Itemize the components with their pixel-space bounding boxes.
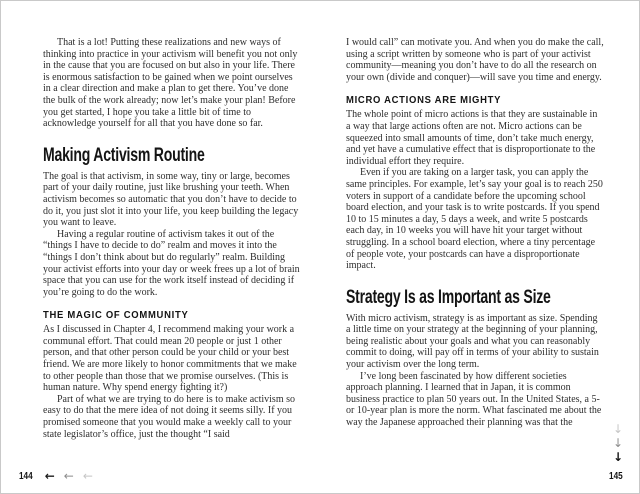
section-heading-strategy-important-as-size: Strategy Is as Important as Size	[346, 286, 551, 308]
subheading-micro-actions-are-mighty: MICRO ACTIONS ARE MIGHTY	[346, 94, 502, 107]
paragraph-community-1: As I discussed in Chapter 4, I recommend making your work a communal effort. That could mean 20 people or just 1 other person, and that other person could be your child or your best friend. We are more likely to honor commitments that we make to other people than those that we promise ourselves. (This is human nature. Why spend energy fighting it?)	[43, 324, 297, 394]
paragraph-strategy-2: I’ve long been fascinated by how different societies approach planning. I learned that in Japan, it is common business practice to plan 50 years out. In the United States, a 5- or 10-year plan is more the norm. What fascinated me about the way the Japanese approached their planning was that the	[346, 370, 602, 429]
paragraph-intro: That is a lot! Putting these realizations and new ways of thinking into practice in your activism will benefit you not only in the cause that you are focused on but also in your life. There is enormous satisfaction to be gained when we point ourselves in a clear direction and make a plan to get there. You’ve done the bulk of the work already; now let’s make your plan! Before you get started, I hope you take a little bit of time to acknowledge yourself for all that you have done so far.	[43, 37, 298, 130]
scroll-down-arrow-icon-light[interactable]: ↓	[612, 422, 623, 436]
subheading-magic-of-community: THE MAGIC OF COMMUNITY	[43, 309, 189, 322]
page-number-right: 145	[609, 471, 623, 482]
paragraph-strategy-1: With micro activism, strategy is as important as size. Spending a little time on your strategy at the beginning of your planning, being realistic about your goals and what you can reasonably commit to doing, will pay off in terms of your ability to sustain your activism over the long term.	[346, 312, 599, 371]
book-page-left	[43, 37, 301, 461]
paragraph-micro-2: Even if you are taking on a larger task, you can apply the same principles. For example, let’s say your goal is to reach 250 voters in support of a candidate before the upcoming school board election, and your task is to write postcards. If you spend 10 to 15 minutes a day, 5 days a week, and write 5 postcards each day, in 10 weeks you will have hit your target without struggling. In a school board election, where a tiny percentage of people vote, your postcards can have a disproportionate impact.	[346, 167, 603, 272]
prev-page-arrow-icon-mid[interactable]: ←	[63, 469, 74, 483]
pagination-right	[606, 423, 623, 482]
paragraph-goal: The goal is that activism, in some way, tiny or large, becomes part of your daily routine, just like brushing your teeth. When activism becomes so automatic that you don’t have to decide to do it, you just slot it into your life, you keep building the legacy you want to leave.	[43, 170, 299, 229]
paragraph-continuation: I would call” can motivate you. And when you do make the call, using a script written by someone who is part of your activist community—meaning you don’t have to do all the research on your own (divide and conquer)—will save you time and energy.	[346, 37, 604, 83]
prev-page-arrow-icon-dark[interactable]: ←	[44, 469, 55, 483]
book-page-right	[346, 37, 604, 461]
scroll-down-arrow-icon-mid[interactable]: ↓	[612, 436, 623, 450]
section-heading-making-activism-routine: Making Activism Routine	[43, 144, 205, 166]
page-number-left: 144	[19, 470, 33, 482]
paragraph-micro-1: The whole point of micro actions is that they are sustainable in a way that large actions often are not. Micro actions can be squeezed into small amounts of time, don’t take much energy, and yet have a cumulative effect that is disproportionate to the individual effort they require.	[346, 109, 598, 167]
pagination-left	[19, 470, 93, 482]
scroll-down-arrow-icon-dark[interactable]: ↓	[612, 450, 623, 464]
paragraph-community-2: Part of what we are trying to do here is to make activism so easy to do that the mere idea of not doing it seems silly. If you promised someone that you would make a weekly call to your state legislator’s office, just the thought “I said	[43, 393, 295, 440]
prev-page-arrow-icon-light[interactable]: ←	[82, 469, 93, 483]
paragraph-routine: Having a regular routine of activism takes it out of the “things I have to decide to do” realm and moves it into the “things I don’t think about but do regularly” realm. Building your activist efforts into your day or week frees up a lot of brain space that you can use for the work itself instead of deciding if you’re going to do the work.	[43, 228, 300, 298]
